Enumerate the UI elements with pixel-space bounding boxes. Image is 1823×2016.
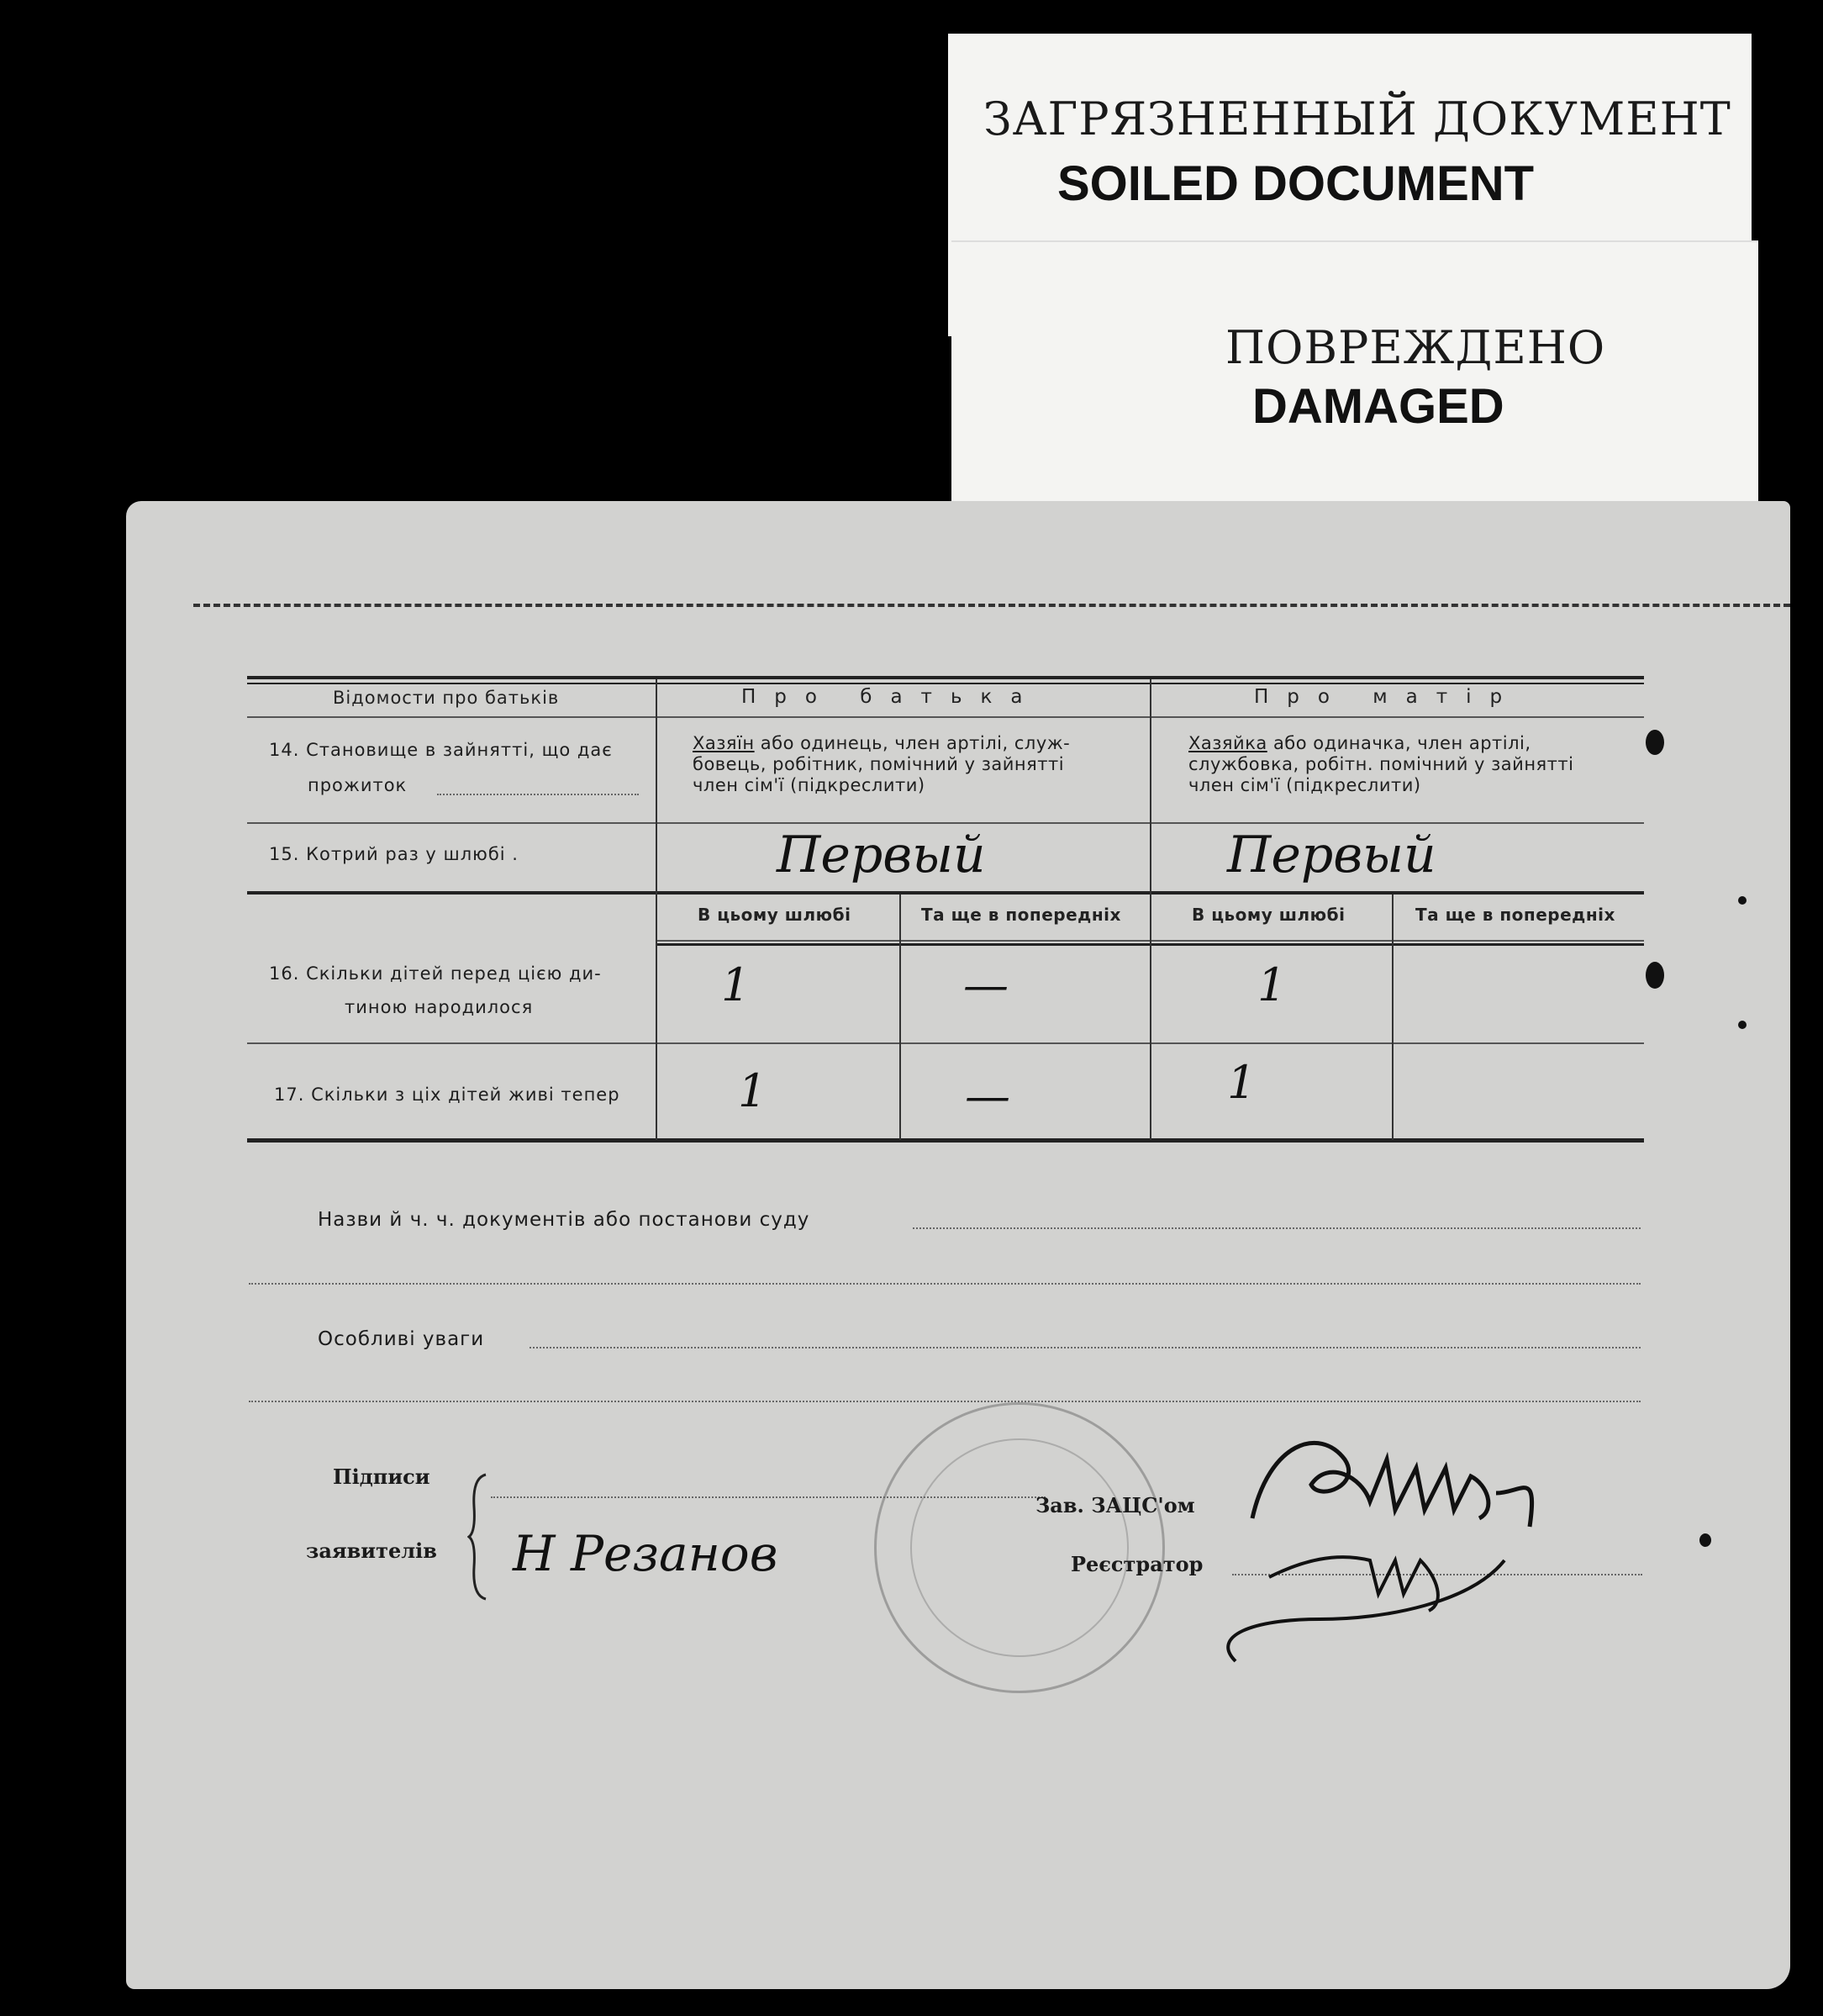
perforation-line: [193, 604, 1790, 607]
damaged-document-label: [951, 242, 1758, 504]
father-occupation-options: Хазяїн або одинець, член артілі, служ- бовець, робітник, помічний у зайнятті член сім'ї (підкреслити): [693, 733, 1071, 795]
row16-mother-this: 1: [1257, 958, 1287, 1011]
col-header-parents-info: Відомости про батьків: [333, 688, 560, 708]
mother-occupation-underlined: Хазяйка: [1188, 733, 1267, 753]
head-of-registry-label: Зав. ЗАЦС'ом: [1035, 1493, 1195, 1517]
row16-father-previous: —: [963, 958, 1009, 1011]
registrar-signature: [1219, 1409, 1589, 1678]
row16-father-this: 1: [721, 958, 751, 1011]
row17-father-previous: —: [965, 1069, 1010, 1122]
subheader-mother-this-marriage: В цьому шлюбі: [1192, 905, 1346, 925]
form-sheet: [126, 501, 1790, 1989]
special-notes-label: Особливі уваги: [318, 1328, 485, 1350]
subheader-father-previous: Та ще в попередніх: [921, 905, 1121, 925]
punch-hole: [1646, 730, 1664, 755]
mother-occupation-options: Хазяйка або одиначка, член артілі, службовка, робітн. помічний у зайнятті член сім'ї (підкреслити): [1188, 733, 1574, 795]
table-top-rule: [247, 676, 1644, 679]
speck: [1738, 896, 1747, 905]
signatures-label: Підписи: [333, 1465, 430, 1489]
row17-father-this: 1: [738, 1064, 767, 1117]
col-header-mother: Про матір: [1254, 686, 1521, 708]
speck: [1738, 1021, 1747, 1029]
documents-label: Назви й ч. ч. документів або постанови суду: [318, 1209, 810, 1231]
damaged-label-en: DAMAGED: [1252, 379, 1504, 434]
official-stamp: [874, 1402, 1165, 1693]
registrar-label: Реєстратор: [1071, 1552, 1204, 1576]
punch-hole: [1646, 962, 1664, 989]
table-bottom-rule: [247, 1138, 1644, 1143]
row16-label: 16. Скільки дітей перед цією ди-: [269, 963, 602, 984]
subheader-father-this-marriage: В цьому шлюбі: [698, 905, 851, 925]
applicant-signature: Н Резанов: [513, 1525, 778, 1582]
speck: [1699, 1533, 1711, 1547]
col-header-father: Про батька: [741, 686, 1041, 708]
row14-label-2: прожиток: [308, 775, 408, 795]
brace-icon: [467, 1473, 493, 1601]
father-marriage-count: Первый: [777, 826, 986, 884]
soiled-label-en: SOILED DOCUMENT: [1057, 156, 1535, 211]
soiled-label-ru: ЗАГРЯЗНЕННЫЙ ДОКУМЕНТ: [983, 92, 1731, 145]
damaged-label-ru: ПОВРЕЖДЕНО: [1225, 321, 1606, 374]
row17-label: 17. Скільки з ціх дітей живі тепер: [274, 1085, 620, 1105]
subheader-mother-previous: Та ще в попередніх: [1415, 905, 1615, 925]
mother-marriage-count: Первый: [1227, 826, 1436, 884]
father-occupation-underlined: Хазяїн: [693, 733, 755, 753]
row17-mother-this: 1: [1227, 1056, 1257, 1109]
signatures-label-2: заявителів: [306, 1538, 437, 1563]
row16-label-2: тиною народилося: [345, 997, 534, 1017]
row14-label: 14. Становище в зайнятті, що дає: [269, 740, 613, 760]
row15-label: 15. Котрий раз у шлюбі .: [269, 844, 519, 864]
